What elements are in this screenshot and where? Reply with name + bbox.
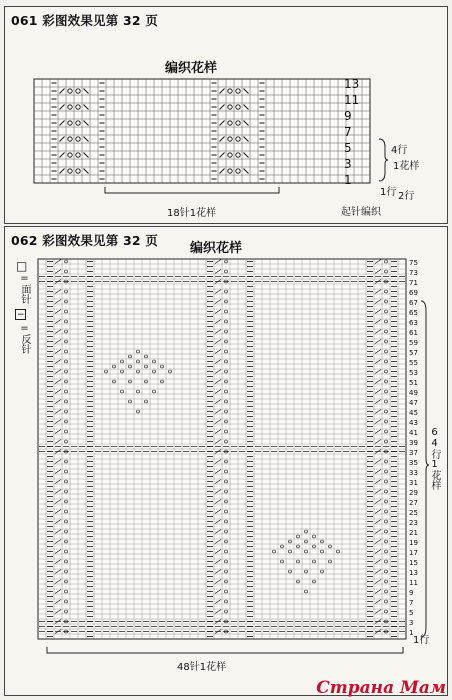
row-number: 1 (409, 629, 414, 637)
purl-symbol: − (17, 310, 25, 320)
one-row-label: 1行 (413, 635, 430, 646)
knit-symbol: □ (16, 259, 28, 273)
row-number: 13 (344, 77, 360, 91)
row-number: 23 (409, 519, 418, 527)
stitch-repeat-label: 18针1花样 (167, 208, 217, 219)
row-number: 39 (409, 439, 418, 447)
pattern-062-panel (4, 226, 448, 696)
chart-title: 编织花样 (165, 61, 218, 76)
row-number: 35 (409, 459, 418, 467)
row-number: 33 (409, 469, 418, 477)
row-repeat-bracket (419, 299, 429, 639)
row-number: 31 (409, 479, 418, 487)
repeat-label: 1花样 (393, 161, 420, 172)
row-number: 51 (409, 379, 418, 387)
row-number: 63 (409, 319, 418, 327)
row-number: 1 (344, 173, 352, 187)
two-rows-label: 2行 (398, 191, 415, 202)
row-number: 11 (409, 579, 418, 587)
row-number: 61 (409, 329, 418, 337)
row-number: 73 (409, 269, 418, 277)
cast-on-label: 起针编织 (341, 207, 381, 218)
knitting-chart-061 (34, 79, 370, 183)
row-number: 13 (409, 569, 418, 577)
row-number: 11 (344, 93, 360, 107)
row-number: 21 (409, 529, 418, 537)
purl-text: =反针 (19, 323, 30, 354)
row-number: 75 (409, 259, 418, 267)
row-number: 25 (409, 509, 418, 517)
row-number: 41 (409, 429, 418, 437)
knit-text: =面针 (19, 273, 30, 304)
row-number: 65 (409, 309, 418, 317)
row-number: 43 (409, 419, 418, 427)
row-number: 19 (409, 539, 418, 547)
row-number: 15 (409, 559, 418, 567)
row-number: 7 (409, 599, 414, 607)
row-number: 69 (409, 289, 418, 297)
row-number: 17 (409, 549, 418, 557)
row-number: 53 (409, 369, 418, 377)
row-number: 9 (344, 109, 352, 123)
row-number: 5 (344, 141, 352, 155)
row-number: 57 (409, 349, 418, 357)
row-number: 59 (409, 339, 418, 347)
row-number: 55 (409, 359, 418, 367)
row-number: 67 (409, 299, 418, 307)
stitch-repeat-bracket (103, 185, 281, 203)
row-number: 45 (409, 409, 418, 417)
row-number: 27 (409, 499, 418, 507)
row-number: 29 (409, 489, 418, 497)
row-number: 37 (409, 449, 418, 457)
row-number: 3 (409, 619, 414, 627)
repeat-rows-label: 4行 (391, 145, 408, 156)
one-row-label: 1行 (380, 187, 397, 198)
row-repeat-label: 64行1花样 (429, 427, 440, 490)
stitch-repeat-label: 48针1花样 (177, 662, 227, 673)
row-number: 49 (409, 389, 418, 397)
row-number: 9 (409, 589, 414, 597)
repeat-bracket (377, 137, 389, 183)
row-number: 5 (409, 609, 414, 617)
row-number: 3 (344, 157, 352, 171)
row-number: 7 (344, 125, 352, 139)
row-number: 71 (409, 279, 418, 287)
row-number: 47 (409, 399, 418, 407)
knitting-chart-062 (38, 259, 406, 639)
purl-box (15, 309, 26, 320)
watermark-logo: Страна Мам (316, 678, 446, 698)
stitch-repeat-bracket (45, 645, 405, 659)
pattern-header: 062 彩图效果见第 32 页 (11, 233, 159, 248)
chart-title: 编织花样 (190, 241, 243, 256)
pattern-061-panel (4, 6, 448, 224)
pattern-header: 061 彩图效果见第 32 页 (11, 13, 159, 28)
